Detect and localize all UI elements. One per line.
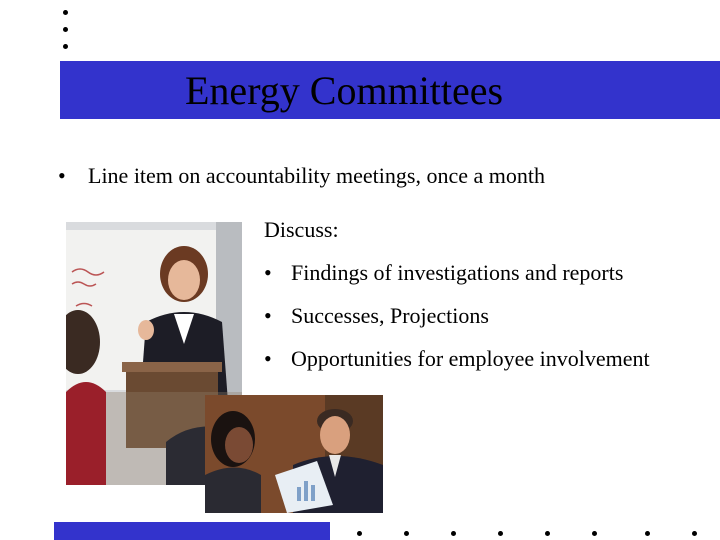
bullet-icon: • xyxy=(264,260,272,285)
decor-dot xyxy=(592,531,597,536)
list-item-text: Findings of investigations and reports xyxy=(291,260,624,285)
list-item xyxy=(264,345,650,388)
slide-title: Energy Committees xyxy=(185,68,504,113)
bullet-icon: • xyxy=(264,346,272,371)
discuss-list xyxy=(264,259,650,388)
decor-dot xyxy=(357,531,362,536)
list-item-text: Successes, Projections xyxy=(291,303,489,328)
decor-dot xyxy=(404,531,409,536)
main-bullet xyxy=(58,162,545,190)
decor-dot xyxy=(63,44,68,49)
list-item xyxy=(264,259,650,302)
decor-dot xyxy=(451,531,456,536)
decor-dot xyxy=(645,531,650,536)
bullet-icon: • xyxy=(58,163,66,188)
discuss-heading: Discuss: xyxy=(264,217,339,242)
decor-dot xyxy=(498,531,503,536)
decor-dot xyxy=(63,27,68,32)
decor-dot xyxy=(692,531,697,536)
decor-dot xyxy=(63,10,68,15)
bullet-icon: • xyxy=(264,303,272,328)
title-bar xyxy=(60,61,720,119)
list-item xyxy=(264,302,650,345)
footer-bar xyxy=(54,522,330,540)
main-bullet-text: Line item on accountability meetings, once a month xyxy=(88,163,545,188)
meeting-photo xyxy=(205,395,383,513)
decor-dot xyxy=(545,531,550,536)
list-item-text: Opportunities for employee involvement xyxy=(291,346,650,371)
